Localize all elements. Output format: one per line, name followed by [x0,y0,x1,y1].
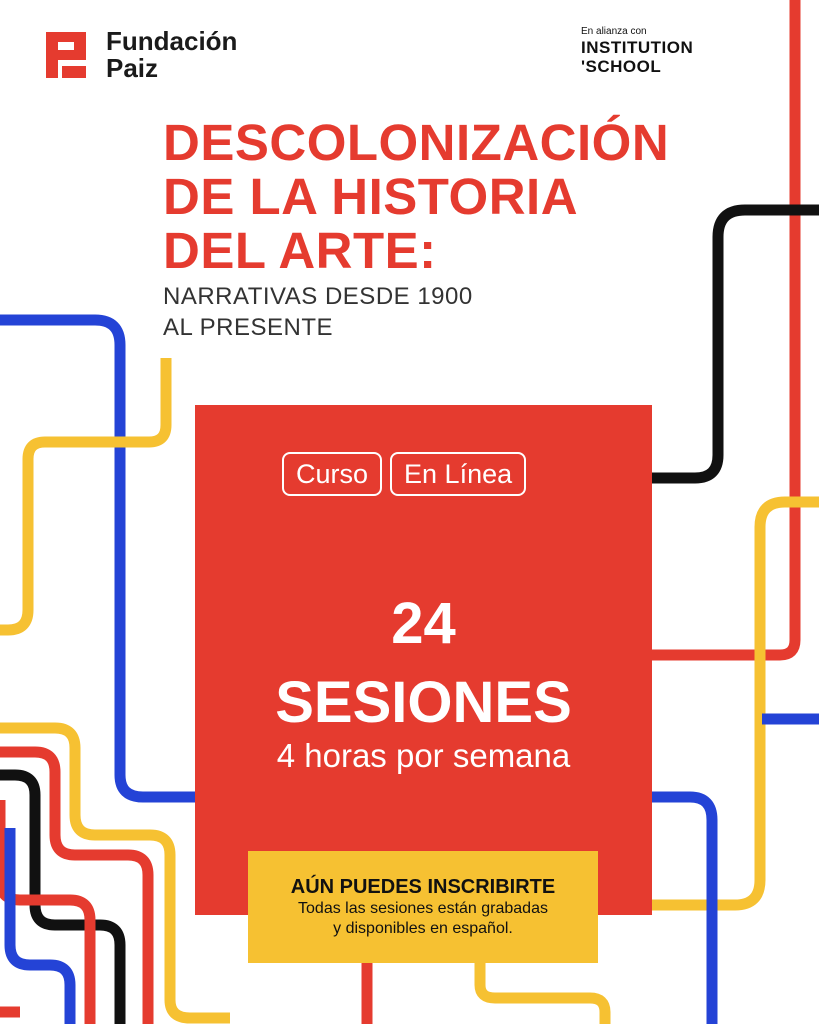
tag-course: Curso [282,452,382,496]
page-subtitle [163,281,473,343]
brand-name [106,28,237,82]
title-line-3: DEL ARTE: [163,222,437,279]
page-title [163,116,669,278]
sessions-label: SESIONES [275,670,572,735]
subtitle-line-2: AL PRESENTE [163,314,333,341]
fundacion-paiz-logo [46,28,237,82]
institution-school-logo [581,26,693,76]
fp-logo-icon [46,32,86,78]
partner-line-2: 'SCHOOL [581,57,662,76]
subtitle-line-1: NARRATIVAS DESDE 1900 [163,283,473,310]
yellow-line-bottom [480,963,605,1024]
brand-line-1: Fundación [106,26,238,56]
enroll-banner [248,851,598,963]
brand-line-2: Paiz [106,53,159,83]
enroll-line-2: y disponibles en español. [333,920,513,937]
title-line-2: DE LA HISTORIA [163,168,579,225]
course-info-box [195,405,652,915]
tag-online: En Línea [390,452,526,496]
hours-per-week: 4 horas por semana [276,737,571,774]
title-line-1: DESCOLONIZACIÓN [163,114,670,171]
enroll-line-1: Todas las sesiones están grabadas [298,900,548,917]
course-tags [282,452,526,496]
partner-line-1: INSTITUTION [581,38,694,57]
enroll-headline: AÚN PUEDES INSCRIBIRTE [290,876,556,898]
partner-prefix: En alianza con [581,26,647,37]
sessions-number: 24 [391,591,456,656]
yellow-line-left [0,358,166,630]
